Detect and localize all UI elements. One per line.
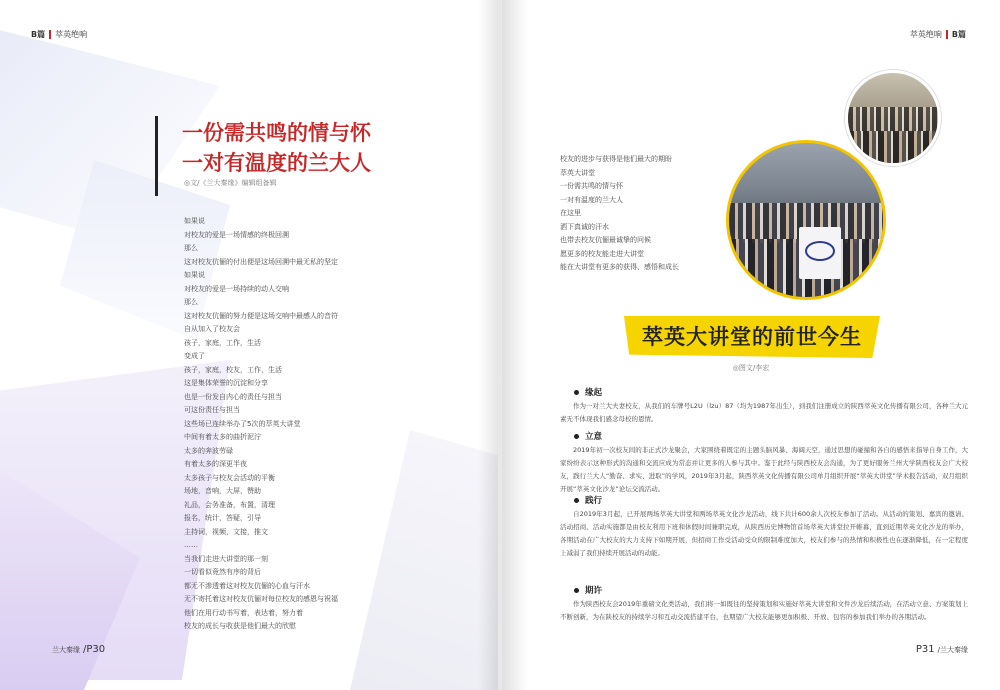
poem-line: 这些场已连续举办了5次的萃英大讲堂 <box>184 419 301 428</box>
poem-line: 也带去校友伉俪最诚挚的问候 <box>560 236 651 244</box>
section-title: 践行 <box>585 496 603 506</box>
poem-line: 一对有温度的兰大人 <box>560 195 623 204</box>
poem-line: 太多孩子与校友会活动的平衡 <box>184 473 275 482</box>
page-number: P31 <box>915 644 935 655</box>
poem-line: 这对校友伉俪的付出便是这场回溯中最无私的坚定 <box>184 257 338 266</box>
section-divider <box>946 30 948 39</box>
section-title: 立意 <box>585 432 603 442</box>
poem-line: 中间有着太多的曲折泥泞 <box>184 433 261 441</box>
poem-line: 场地，音响，大屏，赞助 <box>184 487 261 495</box>
page-folio <box>52 644 105 655</box>
poem-line: 太多的奔波劳碌 <box>184 446 233 455</box>
poem-line: 校友的成长与收获是他们最大的欣慰 <box>184 622 296 630</box>
article-title <box>182 118 371 178</box>
bullet-dot <box>574 390 579 395</box>
title-line: 一对有温度的兰大人 <box>182 150 371 175</box>
section-letter: B篇 <box>951 30 966 39</box>
poem-line: 那么 <box>184 244 198 252</box>
section-title: 期许 <box>585 586 603 596</box>
poem-line: 他们在用行动书写着，表达着，努力着 <box>184 608 303 617</box>
poem-text <box>184 215 338 634</box>
background-polygon <box>350 430 498 690</box>
poem-line: 对校友的爱是一场情感的终极回溯 <box>184 230 289 239</box>
poem-line: 报名，统计，答疑，引导 <box>184 514 261 522</box>
university-banner <box>799 227 841 279</box>
poem-line: 一份需共鸣的情与怀 <box>560 182 623 190</box>
poem-line: 变成了 <box>184 352 205 360</box>
crowd-front-row <box>848 131 941 166</box>
crowd-back-row <box>848 107 941 133</box>
poem-line: 也是一份发自内心的责任与担当 <box>184 392 282 401</box>
poem-line: 一切看似竟然有序的背后 <box>184 568 261 576</box>
poem-line: 那么 <box>184 298 198 306</box>
poem-line: 礼品，会务准备，布置，清理 <box>184 500 275 509</box>
poem-line: 可这份责任与担当 <box>184 406 240 414</box>
magazine-name: 兰大秦缘 <box>52 646 80 654</box>
poem-line: 当我们走进大讲堂的那一刻 <box>184 554 268 563</box>
gutter-shadow <box>478 0 498 690</box>
left-page <box>0 0 498 690</box>
section-heading: 萃英大讲堂的前世今生 <box>642 325 862 349</box>
page-number: /P30 <box>83 644 106 655</box>
poem-line: 校友的进步与获得是他们最大的期盼 <box>560 155 672 163</box>
poem-line: 能在大讲堂有更多的获得、感悟和成长 <box>560 263 679 271</box>
poem-line: 洒下真诚的汗水 <box>560 222 609 231</box>
heading-byline: ◎图文/李宏 <box>732 364 770 372</box>
article-section-practice <box>560 494 968 560</box>
bullet-dot <box>574 498 579 503</box>
section-body: 自2019年3月起，已开展两场萃英大讲堂和两场萃英文化沙龙活动，线下共计600余人次校友参加了活动。从活动的策划、嘉宾的邀请、活动招商、活动实施都是由校友利用下班和休假时间兼职完成，从陕西历史博物馆首场萃英大讲堂拉开帷幕，直到近期萃英文化沙龙的举办，各期活动在广大校友的大力支持下如期开展，但招商工作受活动受众的限制难度加大，校友们参与的热情和积极性也在逐渐降低，在一定程度上减弱了我们持续开展活动的动能。 <box>560 510 968 557</box>
section-body: 2019年初一次校友间的非正式沙龙聚会，大家围绕着既定的主题头脑风暴、海阔天空，通过思想的碰撞和各自的感悟来指导自身工作，大家纷纷表示这种形式的沟通和交流应成为常态并让更多的人参与其中。鉴于此经与陕西校友会沟通，为了更好服务兰州大学陕西校友会广大校友，践行兰大人“勤奋、求实、进取”的学风，2019年3月起，陕西萃英文化传播有限公司单月组织开展“萃英大讲堂”学术报告活动，双月组织开展“萃英文化沙龙”论坛交流活动。 <box>560 446 968 493</box>
page-folio <box>916 644 968 655</box>
bullet-dot <box>574 588 579 593</box>
title-accent-bar <box>155 116 158 196</box>
article-byline: ◎文/《兰大秦缘》编辑组备辑 <box>184 179 277 187</box>
article-section-purpose <box>560 430 968 496</box>
section-letter: B篇 <box>31 30 46 39</box>
poem-line: 主持词，视频，文接，推文 <box>184 527 268 536</box>
poem-line: 都无不渗透着这对校友伉俪的心血与汗水 <box>184 581 310 590</box>
bullet-dot <box>574 434 579 439</box>
poem-line: 有着太多的深更半夜 <box>184 460 247 468</box>
magazine-name: /兰大秦缘 <box>937 646 968 654</box>
group-photo-small <box>845 70 941 166</box>
section-name: 萃英绝响 <box>55 30 88 39</box>
section-divider <box>49 30 51 39</box>
poem-text-continued <box>560 153 679 275</box>
poem-line: 这对校友伉俪的努力便是这场交响中最感人的音符 <box>184 311 338 320</box>
poem-line: 愿更多的校友能走进大讲堂 <box>560 249 644 258</box>
title-line: 一份需共鸣的情与怀 <box>182 120 371 145</box>
poem-line: …… <box>184 541 198 549</box>
poem-line: 如果说 <box>184 217 205 225</box>
section-body: 作为一对兰大夫妻校友，从我们的车牌号L2U（lzu）87（均为1987年出生），到我们注册成立的陕西萃英文化传播有限公司，各种兰大元素无不体现我们感念母校的恩情。 <box>560 402 968 423</box>
banner-emblem <box>805 241 835 261</box>
poem-line: 萃英大讲堂 <box>560 168 595 177</box>
section-tag <box>910 29 966 40</box>
poem-line: 在这里 <box>560 209 581 217</box>
poem-line: 如果说 <box>184 271 205 279</box>
section-body: 作为陕西校友会2019年重磅文化类活动，我们将一如既往的坚持策划和实施好萃英大讲堂和文件沙龙后续活动，在活动立意、方案策划上不断创新，为在陕校友的持续学习和互动交流搭建平台，也期望广大校友能够更加积极、开放、包容的参加我们举办的各期活动。 <box>560 600 968 621</box>
poem-line: 对校友的爱是一场持续的动人交响 <box>184 284 289 293</box>
right-page <box>502 0 1000 690</box>
article-section-expectation <box>560 584 968 624</box>
section-tag <box>31 29 87 40</box>
poem-line: 孩子，家庭，工作，生活 <box>184 338 261 347</box>
section-name: 萃英绝响 <box>909 30 942 39</box>
poem-line: 孩子，家庭，校友，工作，生活 <box>184 365 282 374</box>
section-title: 缘起 <box>585 388 603 398</box>
gutter-shadow <box>502 0 528 690</box>
poem-line: 无不寄托着这对校友伉俪对每位校友的感恩与祝福 <box>184 595 338 603</box>
poem-line: 这是集体荣誉的沉淀和分享 <box>184 379 268 387</box>
article-section-origin <box>560 386 968 426</box>
poem-line: 自从加入了校友会 <box>184 325 240 333</box>
group-photo-large <box>726 140 886 300</box>
